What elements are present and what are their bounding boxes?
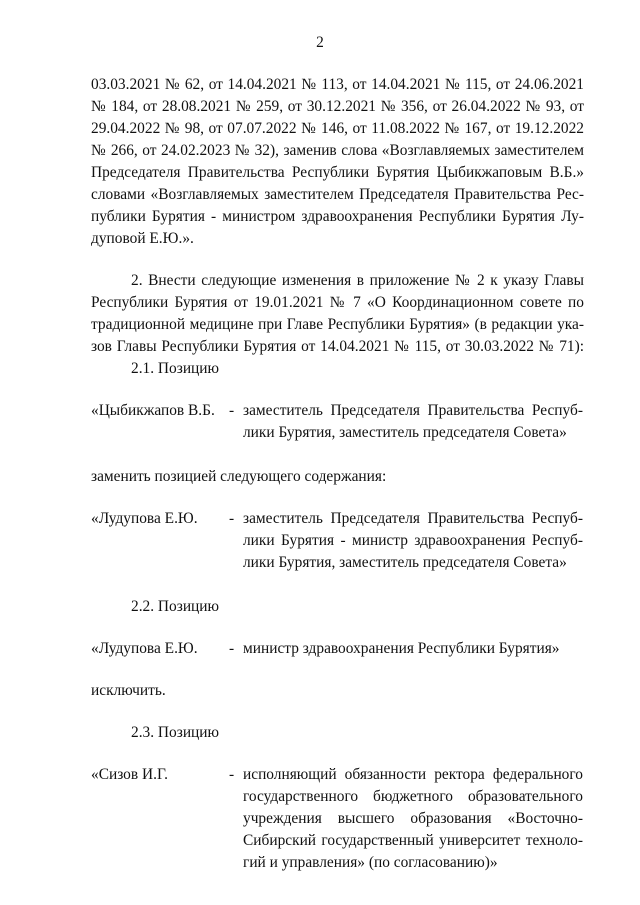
item-2-line: Республики Бурятия от 19.01.2021 № 7 «О Координационном совете по: [91, 294, 584, 311]
paragraph-line: № 184, от 28.08.2021 № 259, от 30.12.2021 № 356, от 26.04.2022 № 93, от: [91, 98, 584, 115]
position-description-line: министр здравоохранения Республики Бурятия»: [243, 640, 560, 657]
paragraph-line: 03.03.2021 № 62, от 14.04.2021 № 113, от 14.04.2021 № 115, от 24.06.2021: [91, 76, 584, 93]
subitem-heading-2-2: 2.2. Позицию: [131, 598, 220, 615]
position-dash: -: [229, 640, 235, 657]
item-2-line: зов Главы Республики Бурятия от 14.04.2021 № 115, от 30.03.2022 № 71):: [91, 338, 584, 355]
replace-text: заменить позицией следующего содержания:: [91, 468, 387, 485]
position-name: «Цыбикжапов В.Б.: [91, 402, 215, 419]
subitem-heading-2-3: 2.3. Позицию: [131, 724, 220, 741]
paragraph-line: 29.04.2022 № 98, от 07.07.2022 № 146, от 11.08.2022 № 167, от 19.12.2022: [91, 120, 584, 137]
action-text: исключить.: [91, 682, 166, 699]
position-description-line: исполняющий обязанности ректора федерального: [243, 766, 583, 783]
paragraph-line: дуповой Е.Ю.».: [91, 230, 194, 247]
position-dash: -: [229, 766, 235, 783]
position-name: «Лудупова Е.Ю.: [91, 510, 198, 527]
position-description-line: государственного бюджетного образовательного: [243, 788, 583, 805]
position-description-line: гий и управления» (по согласованию)»: [243, 854, 498, 871]
position-description-line: заместитель Председателя Правительства Респуб-: [243, 402, 583, 419]
position-dash: -: [229, 510, 235, 527]
position-description-line: учреждения высшего образования «Восточно-: [243, 810, 583, 827]
position-name: «Лудупова Е.Ю.: [91, 640, 198, 657]
position-description-line: Сибирский государственный университет техноло-: [243, 832, 583, 849]
position-dash: -: [229, 402, 235, 419]
paragraph-line: словами «Возглавляемых заместителем Председателя Правительства Рес-: [91, 186, 584, 203]
position-description-line: лики Бурятия - министр здравоохранения Респуб-: [243, 532, 583, 549]
subitem-heading-2-1: 2.1. Позицию: [131, 360, 220, 377]
position-description-line: лики Бурятия, заместитель председателя Совета»: [243, 554, 567, 571]
position-description-line: лики Бурятия, заместитель председателя Совета»: [243, 424, 567, 441]
paragraph-line: Председателя Правительства Республики Бурятия Цыбикжаповым В.Б.»: [91, 164, 584, 181]
position-name: «Сизов И.Г.: [91, 766, 168, 783]
paragraph-line: № 266, от 24.02.2023 № 32), заменив слова «Возглавляемых заместителем: [91, 142, 584, 159]
position-description-line: заместитель Председателя Правительства Респуб-: [243, 510, 583, 527]
item-2-line: 2. Внести следующие изменения в приложение № 2 к указу Главы: [131, 272, 584, 289]
item-2-line: традиционной медицине при Главе Республики Бурятия» (в редакции ука-: [91, 316, 584, 333]
paragraph-line: публики Бурятия - министром здравоохранения Республики Бурятия Лу-: [91, 208, 584, 225]
page-number: 2: [316, 34, 324, 51]
